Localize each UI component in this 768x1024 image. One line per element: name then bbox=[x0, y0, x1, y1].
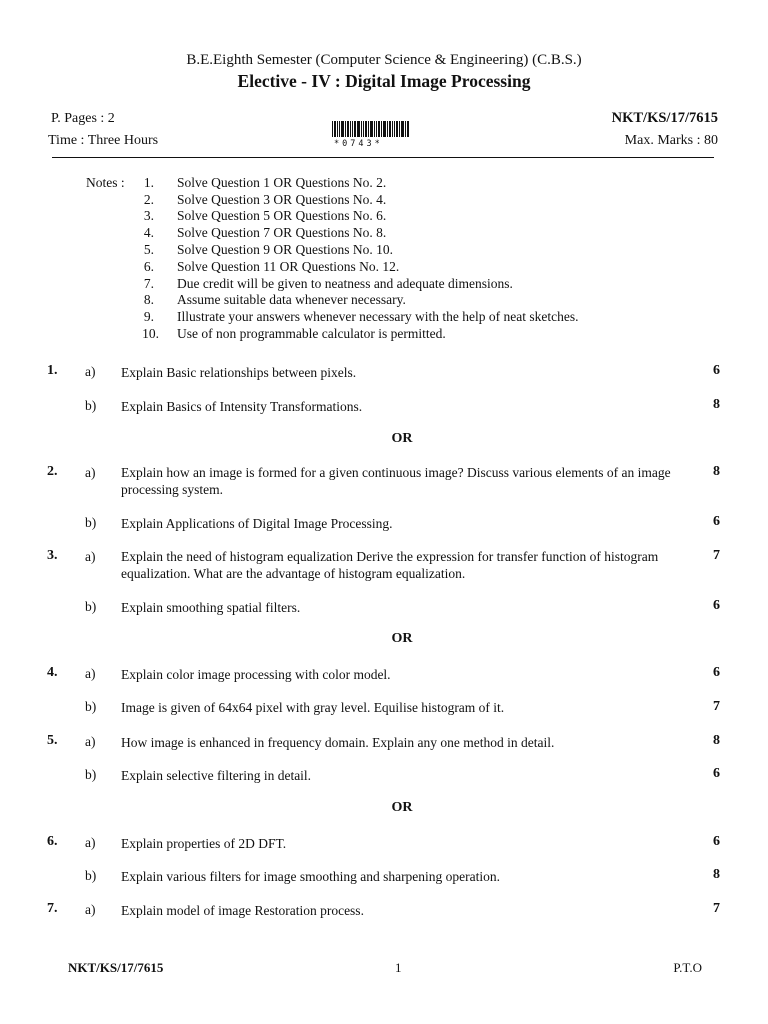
sub-question-label: a) bbox=[85, 465, 96, 480]
barcode-image bbox=[332, 121, 416, 137]
question-marks: 8 bbox=[713, 397, 720, 412]
question-marks: 6 bbox=[713, 766, 720, 781]
question-marks: 8 bbox=[713, 464, 720, 479]
question-text: Explain smoothing spatial filters. bbox=[121, 600, 301, 615]
exam-subject-title: Elective - IV : Digital Image Processing bbox=[237, 71, 531, 91]
question-text: How image is enhanced in frequency domain. Explain any one method in detail. bbox=[121, 735, 555, 750]
notes-label: Notes : bbox=[86, 175, 125, 190]
sub-question-label: b) bbox=[85, 398, 97, 413]
question-number: 4. bbox=[47, 665, 58, 680]
footer-page-number: 1 bbox=[395, 960, 402, 975]
note-number: 6. bbox=[143, 259, 154, 274]
question-text: Image is given of 64x64 pixel with gray level. Equilise histogram of it. bbox=[121, 700, 505, 715]
sub-question-label: a) bbox=[85, 666, 96, 681]
sub-question-label: b) bbox=[85, 599, 97, 614]
sub-question-label: a) bbox=[85, 902, 96, 917]
question-marks: 7 bbox=[713, 901, 720, 916]
sub-question-label: a) bbox=[85, 364, 96, 379]
header-divider bbox=[52, 157, 714, 158]
sub-question-label: a) bbox=[85, 835, 96, 850]
sub-question-label: b) bbox=[85, 868, 97, 883]
exam-course-line: B.E.Eighth Semester (Computer Science & Engineering) (C.B.S.) bbox=[186, 52, 582, 68]
question-text: Explain how an image is formed for a given continuous image? Discuss various elements of an image processing system. bbox=[121, 465, 671, 497]
question-text: Explain color image processing with color model. bbox=[121, 667, 391, 682]
question-number: 7. bbox=[47, 901, 58, 916]
exam-time: Time : Three Hours bbox=[48, 133, 159, 148]
paper-code: NKT/KS/17/7615 bbox=[611, 110, 718, 126]
question-marks: 8 bbox=[713, 733, 720, 748]
note-number: 4. bbox=[143, 225, 154, 240]
question-text: Explain various filters for image smoothing and sharpening operation. bbox=[121, 869, 501, 884]
note-text: Due credit will be given to neatness and adequate dimensions. bbox=[177, 276, 513, 291]
note-text: Solve Question 1 OR Questions No. 2. bbox=[177, 175, 387, 190]
note-number: 9. bbox=[143, 309, 154, 324]
note-text: Use of non programmable calculator is permitted. bbox=[177, 326, 446, 341]
note-text: Solve Question 7 OR Questions No. 8. bbox=[177, 225, 387, 240]
question-number: 2. bbox=[47, 464, 58, 479]
note-number: 5. bbox=[143, 242, 154, 257]
sub-question-label: a) bbox=[85, 734, 96, 749]
question-marks: 6 bbox=[713, 598, 720, 613]
question-text: Explain Applications of Digital Image Processing. bbox=[121, 516, 393, 531]
footer-pto: P.T.O bbox=[673, 960, 702, 975]
question-marks: 7 bbox=[713, 548, 720, 563]
question-number: 1. bbox=[47, 363, 58, 378]
question-marks: 8 bbox=[713, 867, 720, 882]
note-text: Illustrate your answers whenever necessary with the help of neat sketches. bbox=[177, 309, 579, 324]
question-text: Explain the need of histogram equalization Derive the expression for transfer function of histogram equalization. What are the advantage of histogram equalization. bbox=[121, 549, 659, 581]
note-text: Solve Question 3 OR Questions No. 4. bbox=[177, 192, 387, 207]
question-marks: 6 bbox=[713, 363, 720, 378]
question-text: Explain Basic relationships between pixels. bbox=[121, 365, 357, 380]
note-number: 8. bbox=[143, 292, 154, 307]
sub-question-label: b) bbox=[85, 767, 97, 782]
question-number: 5. bbox=[47, 733, 58, 748]
question-marks: 7 bbox=[713, 699, 720, 714]
note-text: Solve Question 11 OR Questions No. 12. bbox=[177, 259, 400, 274]
note-number: 3. bbox=[143, 208, 154, 223]
question-text: Explain properties of 2D DFT. bbox=[121, 836, 287, 851]
question-marks: 6 bbox=[713, 514, 720, 529]
question-number: 6. bbox=[47, 834, 58, 849]
question-number: 3. bbox=[47, 548, 58, 563]
note-text: Solve Question 9 OR Questions No. 10. bbox=[177, 242, 393, 257]
footer-paper-code: NKT/KS/17/7615 bbox=[68, 960, 164, 975]
sub-question-label: a) bbox=[85, 549, 96, 564]
question-marks: 6 bbox=[713, 834, 720, 849]
or-separator: OR bbox=[391, 800, 413, 815]
question-text: Explain Basics of Intensity Transformations. bbox=[121, 399, 363, 414]
question-text: Explain selective filtering in detail. bbox=[121, 768, 312, 783]
note-number: 7. bbox=[143, 276, 154, 291]
note-text: Assume suitable data whenever necessary. bbox=[177, 292, 406, 307]
or-separator: OR bbox=[391, 431, 413, 446]
sub-question-label: b) bbox=[85, 699, 97, 714]
or-separator: OR bbox=[391, 631, 413, 646]
note-number: 2. bbox=[143, 192, 154, 207]
note-text: Solve Question 5 OR Questions No. 6. bbox=[177, 208, 387, 223]
question-marks: 6 bbox=[713, 665, 720, 680]
question-text: Explain model of image Restoration process. bbox=[121, 903, 364, 918]
page-count: P. Pages : 2 bbox=[51, 111, 115, 126]
sub-question-label: b) bbox=[85, 515, 97, 530]
max-marks: Max. Marks : 80 bbox=[624, 133, 718, 148]
note-number: 1. bbox=[143, 175, 154, 190]
note-number: 10. bbox=[142, 326, 159, 341]
barcode-number: *0743* bbox=[334, 139, 383, 149]
